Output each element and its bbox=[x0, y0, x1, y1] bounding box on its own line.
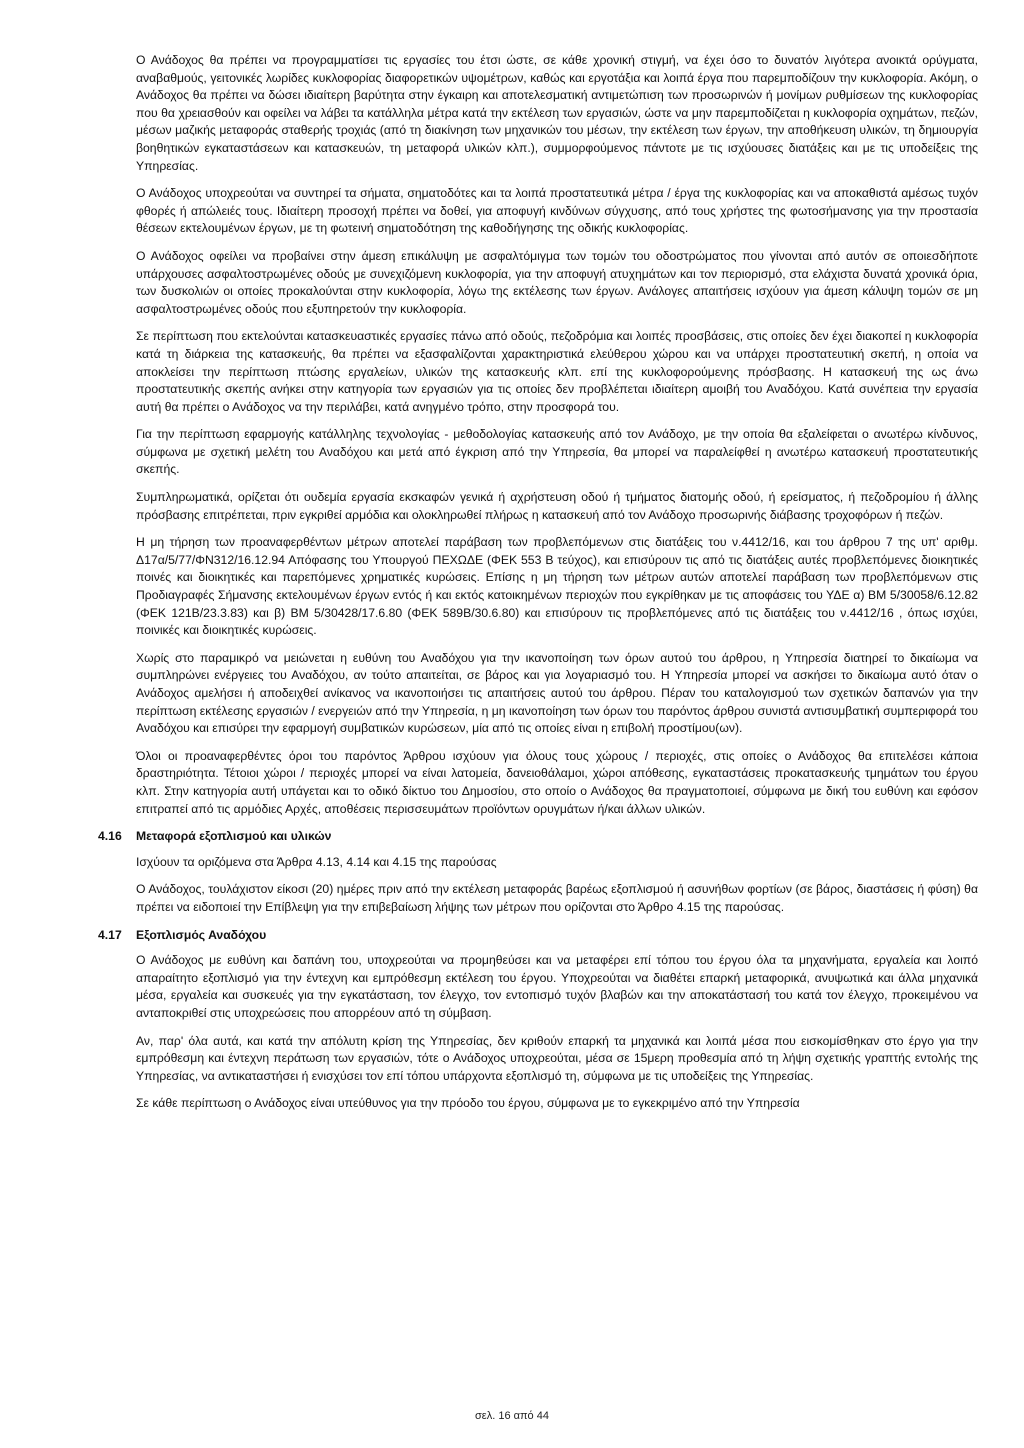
paragraph-traffic-planning: Ο Ανάδοχος θα πρέπει να προγραμματίσει τις εργασίες του έτσι ώστε, σε κάθε χρονική στιγμή, να έχει όσο το δυνατόν λιγότερα ανοικτά ορύγματα, αναβαθμούς, γειτονικές λωρίδες κυκλοφορίας διαφορετικών υψομέτρων, καθώς και εργοτάξια και λοιπά έργα που παρεμποδίζουν την κυκλοφορία. Ακόμη, ο Ανάδοχος θα πρέπει να δώσει ιδιαίτερη βαρύτητα στην έγκαιρη και αποτελεσματική αντιμετώπιση των προσωρινών ή μονίμων ρυθμίσεων της κυκλοφορίας που θα χρειασθούν και οφείλει να λάβει τα κατάλληλα μέτρα κατά την εκτέλεση των εργασιών, ώστε να μην παρεμποδίζεται η κυκλοφορία οχημάτων, πεζών, μέσων μαζικής μεταφοράς σταθερής τροχιάς (από τη διακίνηση των μηχανικών του μέσων, την εκτέλεση των έργων, την αποθήκευση υλικών, τη δημιουργία βοηθητικών εγκαταστάσεων και κατασκευών, τη μεταφορά υλικών κλπ.), συμμορφούμενος πάντοτε με τις ισχύουσες διατάξεις και με τις υποδείξεις της Υπηρεσίας. bbox=[136, 53, 978, 173]
paragraph-4-16-notice: Ο Ανάδοχος, τουλάχιστον είκοσι (20) ημέρες πριν από την εκτέλεση μεταφοράς βαρέως εξοπλισμού ή ασυνήθων φορτίων (σε βάρος, διαστάσεις ή φύση) θα πρέπει να ειδοποιεί την Επίβλεψη για την επιβεβαίωση λήψης των μέτρων που ορίζονται στο Άρθρο 4.15 της παρούσας. bbox=[136, 882, 978, 914]
paragraph-excavation-approval: Συμπληρωματικά, ορίζεται ότι ουδεμία εργασία εκσκαφών γενικά ή αχρήστευση οδού ή τμήματος διατομής οδού, ή ερείσματος, ή πεζοδρομίου ή άλλης πρόσβασης επιτρέπεται, πριν εγκριθεί αρμόδια και ολοκληρωθεί πλήρως η κατασκευή από τον Ανάδοχο προσωρινής διάβασης τροχοφόρων ή πεζών. bbox=[136, 490, 978, 522]
paragraph-authority-rights: Χωρίς στο παραμικρό να μειώνεται η ευθύνη του Αναδόχου για την ικανοποίηση των όρων αυτού του άρθρου, η Υπηρεσία διατηρεί το δικαίωμα να συμπληρώνει ενέργειες του Αναδόχου, αν τούτο απαιτείται, σε βάρος και για λογαριασμό του. Η Υπηρεσία μπορεί να ασκήσει το δικαίωμα αυτό όταν ο Ανάδοχος αμελήσει ή αποδειχθεί ανίκανος να ικανοποιήσει τις απαιτήσεις αυτού του άρθρου. Πέραν του καταλογισμού των σχετικών δαπανών για την περίπτωση εκτέλεσης εργασιών / ενεργειών από την Υπηρεσία, η μη ικανοποίηση των όρων του παρόντος άρθρου συνιστά αντισυμβατική συμπεριφορά του Αναδόχου και επισύρει την εφαρμογή συμβατικών κυρώσεων, μία από τις οποίες είναι η επιβολή προστίμου(ων). bbox=[136, 650, 978, 736]
section-heading-4-17 bbox=[98, 927, 978, 945]
section-number: 4.16 bbox=[98, 829, 122, 844]
paragraph-signal-maintenance: Ο Ανάδοχος υποχρεούται να συντηρεί τα σήματα, σηματοδότες και τα λοιπά προστατευτικά μέτρα / έργα της κυκλοφορίας και να αποκαθιστά αμέσως τυχόν φθορές ή απώλειές τους. Ιδιαίτερη προσοχή πρέπει να δοθεί, για αποφυγή κινδύνων σύγχυσης, από τους χρήστες της φωτοσήμανσης για την προστασία θέσεων εκτελουμένων έργων, με τη φωτεινή σηματοδότηση της καθοδήγησης της οδικής κυκλοφορίας. bbox=[136, 186, 978, 236]
paragraph-4-16-applicable: Ισχύουν τα οριζόμενα στα Άρθρα 4.13, 4.14 και 4.15 της παρούσας bbox=[136, 854, 497, 869]
paragraph-penalties: Η μη τήρηση των προαναφερθέντων μέτρων αποτελεί παράβαση των προβλεπόμενων στις διατάξεις του ν.4412/16, και του άρθρου 7 της υπ' αριθμ. Δ17α/5/77/ΦΝ312/16.12.94 Απόφασης του Υπουργού ΠΕΧΩΔΕ (ΦΕΚ 553 Β τεύχος), και επισύρουν τις από τις διατάξεις αυτές προβλεπόμενες διοικητικές ποινές και διοικητικές και παρεπόμενες χρηματικές κυρώσεις. Επίσης η μη τήρηση των μέτρων αυτών αποτελεί παράβαση των προβλεπόμενων στις Προδιαγραφές Σήμανσης εκτελουμένων έργων εντός ή και εκτός κατοικημένων περιοχών που εγκρίθηκαν με τις αποφάσεις του ΥΔΕ α) ΒΜ 5/30058/6.12.82 (ΦΕΚ 121Β/23.3.83) και β) ΒΜ 5/30428/17.6.80 (ΦΕΚ 589Β/30.6.80) και επισύρουν τις προβλεπόμενες από τις διατάξεις του ν.4412/16 , όπως ισχύει, ποινικές και διοικητικές κυρώσεις. bbox=[136, 535, 978, 638]
section-title: Εξοπλισμός Αναδόχου bbox=[136, 927, 267, 942]
paragraph-4-17-responsibility: Σε κάθε περίπτωση ο Ανάδοχος είναι υπεύθυνος για την πρόοδο του έργου, σύμφωνα με το εγκεκριμένο από την Υπηρεσία bbox=[136, 1096, 800, 1111]
paragraph-road-cut-covering: Ο Ανάδοχος οφείλει να προβαίνει στην άμεση επικάλυψη με ασφαλτόμιγμα των τομών του οδοστρώματος που γίνονται από αυτόν σε οποιεσδήποτε υπάρχουσες ασφαλτοστρωμένες οδούς με συνεχιζόμενη κυκλοφορία, για την αποφυγή ατυχημάτων και τον περιορισμό, στα ελάχιστα δυνατά χρονικά όρια, των δυσκολιών οι οποίες προκαλούνται στην κυκλοφορία, λόγω της εκτέλεσης των έργων. Ανάλογες απαιτήσεις ισχύουν για άμεση κάλυψη τομών σε μη ασφαλτοστρωμένες οδούς που εξυπηρετούν την κυκλοφορία. bbox=[136, 248, 978, 316]
page-number-footer: σελ. 16 από 44 bbox=[475, 1410, 549, 1422]
paragraph-scope-of-terms: Όλοι οι προαναφερθέντες όροι του παρόντος Άρθρου ισχύουν για όλους τους χώρους / περιοχές, στις οποίες ο Ανάδοχος θα επιτελέσει κάποια δραστηριότητα. Τέτοιοι χώροι / περιοχές μπορεί να είναι λατομεία, δανειοθάλαμοι, χώροι απόθεσης, εγκαταστάσεις προκατασκευής τμημάτων του έργου κλπ. Στην κατηγορία αυτή υπάγεται και το οδικό δίκτυο του Δημοσίου, στο οποίο ο Ανάδοχος θα πραγματοποιεί, σύμφωνα με δική του ευθύνη και εφόσον επιτραπεί από τις αρμόδιες Αρχές, αποθέσεις περισσευμάτων προϊόντων ορυγμάτων ή/και άλλων υλικών. bbox=[136, 748, 978, 816]
section-heading-4-16 bbox=[98, 828, 978, 846]
paragraph-technology-alternative: Για την περίπτωση εφαρμογής κατάλληλης τεχνολογίας - μεθοδολογίας κατασκευής από τον Ανάδοχο, με την οποία θα εξαλείφεται ο ανωτέρω κίνδυνος, σύμφωνα με σχετική μελέτη του Αναδόχου και μετά από έγκριση από την Υπηρεσία, θα μπορεί να παραλείφθεί η ανωτέρω κατασκευή προστατευτικής σκεπής. bbox=[136, 427, 978, 477]
paragraph-4-17-equipment: Ο Ανάδοχος με ευθύνη και δαπάνη του, υποχρεούται να προμηθεύσει και να μεταφέρει επί τόπου του έργου όλα τα μηχανήματα, εργαλεία και λοιπό απαραίτητο εξοπλισμό για την έντεχνη και εμπρόθεσμη εκτέλεση του έργου. Υποχρεούται να διαθέτει επαρκή μεταφορικά, ανυψωτικά και άλλα μηχανικά μέσα, εργαλεία και συσκευές για την εγκατάσταση, τον έλεγχο, τον εντοπισμό τυχόν βλαβών και την αποκατάστασή του κατά τον έλεγχο, προκειμένου να ανταποκριθεί στις υποχρεώσεις που απορρέουν από τη σύμβαση. bbox=[136, 953, 978, 1020]
section-title: Μεταφορά εξοπλισμού και υλικών bbox=[136, 829, 332, 844]
paragraph-protective-canopy: Σε περίπτωση που εκτελούνται κατασκευαστικές εργασίες πάνω από οδούς, πεζοδρόμια και λοιπές προσβάσεις, στις οποίες δεν έχει διακοπεί η κυκλοφορία κατά τη διάρκεια της κατασκευής, θα πρέπει να εξασφαλίζονται χαρακτηριστικά ελεύθερου χώρου και να υπάρχει προστατευτική σκεπή, η οποία να αποκλείσει την περίπτωση πτώσης εργαλείων, υλικών της κατασκευής κλπ. επί της κυκλοφορούμενης πρόσβασης. Η κατασκευή της ως άνω προστατευτικής σκεπής ανήκει στην κατηγορία των εργασιών για τις οποίες δεν προβλέπεται ιδιαίτερη αμοιβή του Αναδόχου. Κατά συνέπεια την εργασία αυτή θα πρέπει ο Ανάδοχος να την περιλάβει, κατά ανηγμένο τρόπο, στην προσφορά του. bbox=[136, 329, 978, 414]
section-number: 4.17 bbox=[98, 927, 122, 942]
document-page bbox=[98, 52, 978, 1123]
paragraph-4-17-insufficient-means: Αν, παρ' όλα αυτά, και κατά την απόλυτη κρίση της Υπηρεσίας, δεν κριθούν επαρκή τα μηχανικά και λοιπά μέσα που εισκομίσθηκαν στο έργο για την εμπρόθεσμη και έντεχνη περάτωση των εργασιών, τότε ο Ανάδοχος υποχρεούται, μέσα σε 15μερη προθεσμία από τη λήψη σχετικής γραπτής εντολής της Υπηρεσίας, να αντικαταστήσει ή ενισχύσει τον επί τόπου υπάρχοντα εξοπλισμό τη, σύμφωνα με τις υποδείξεις της Υπηρεσίας. bbox=[136, 1033, 978, 1083]
